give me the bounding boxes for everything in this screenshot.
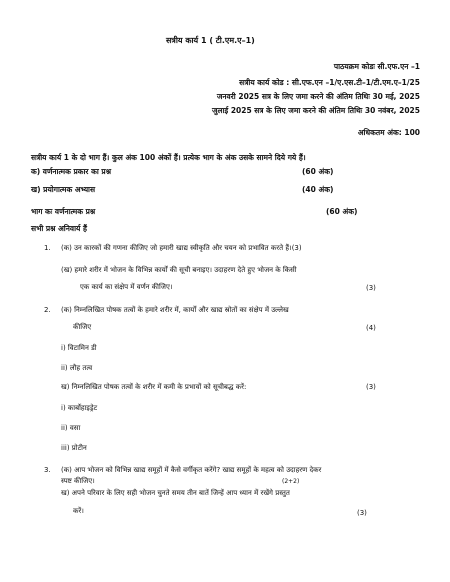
assignment-code: सत्रीय कार्य कोड : सी.एफ.एन –1/ए.एस.टी–1/टी.एम.ए–1/25 <box>239 78 420 87</box>
deadline-july: जुलाई 2025 सत्र के लिए जमा करने की अंतिम तिथिः 30 नवंबर, 2025 <box>211 106 420 115</box>
q2-item-fat: ii) वसा <box>61 424 81 432</box>
q2-item-carbohydrate: i) कार्बोहाइड्रेट <box>61 404 98 412</box>
q2-item-iron: ii) लौह तत्व <box>61 364 93 372</box>
compulsory-note: सभी प्रश्न अनिवार्य हैं <box>31 224 87 233</box>
q2-part-b: ख) निम्नलिखित पोषक तत्वों के शरीर में कमी के प्रभावों को सूचीबद्ध करें: <box>61 383 247 391</box>
q2-item-vitamin-d: i) विटामिन डी <box>61 344 97 352</box>
part-b-marks: (40 अंक) <box>302 185 334 194</box>
q1-part-b-line2: एक कार्य का संक्षेप में वर्णन कीजिए। <box>80 283 173 291</box>
q2-item-protein: iii) प्रोटीन <box>61 444 87 452</box>
q2-part-b-marks: (3) <box>366 383 376 391</box>
q3-part-a-marks: (2+2) <box>282 478 300 485</box>
q1-part-a: (क) उन कारकों की गणना कीजिए जो हमारी खाद्य स्वीकृति और चयन को प्रभावित करते हैं।(3) <box>61 244 302 252</box>
q3-part-a-line2: स्पष्ट कीजिए। <box>61 477 95 485</box>
q1-number: 1. <box>44 244 51 252</box>
section-a-heading: भाग कः वर्णनात्मक प्रश्न <box>31 207 96 216</box>
q3-part-b-line1: ख) अपने परिवार के लिए सही भोजन चुनते समय तीन बातें जिन्हें आप ध्यान में रखेंगे प्रस्तुत <box>61 489 290 497</box>
q2-part-a-line2: कीजिए <box>73 323 92 331</box>
q2-part-a-line1: (क) निम्नलिखित पोषक तत्वों के हमारे शरीर में, कार्यों और खाद्य स्रोतों का संक्षेप में उल्लेख <box>61 306 289 314</box>
q3-part-b-marks: (3) <box>357 509 367 517</box>
q3-part-b-line2: करें। <box>73 507 84 515</box>
max-marks: अधिकतम अंक: 100 <box>357 128 420 137</box>
parts-description: सत्रीय कार्य 1 के दो भाग हैं। कुल अंक 100 अंकों हैं। प्रत्येक भाग के अंक उसके सामने दिये गये हैं। <box>31 153 306 162</box>
q1-part-b-marks: (3) <box>366 284 376 292</box>
part-a-marks: (60 अंक) <box>302 167 334 176</box>
q1-part-b-line1: (ख) हमारे शरीर में भोजन के विभिन्न कार्यों की सूची बनाइए। उदाहरण देते हुए भोजन के किसी <box>61 266 297 274</box>
part-a-label: क) वर्णनात्मक प्रकार का प्रश्न <box>31 167 111 176</box>
part-b-label: ख) प्रयोगात्मक अभ्यास <box>31 185 96 194</box>
q2-part-a-marks: (4) <box>366 324 376 332</box>
q3-part-a-line1: (क) आप भोजन को विभिन्न खाद्य समूहों में कैसे वर्गीकृत करेंगे? खाद्य समूहों के महत्व को उदाहरण देकर <box>61 466 322 474</box>
assignment-title: सत्रीय कार्य 1 ( टी.एम.ए–1) <box>166 36 255 45</box>
q3-number: 3. <box>44 466 51 474</box>
deadline-january: जनवरी 2025 सत्र के लिए जमा करने की अंतिम तिथिः 30 मई, 2025 <box>216 92 420 101</box>
section-a-marks: (60 अंक) <box>326 207 358 216</box>
course-code: पाठयक्रम कोडः सी.एफ.एन –1 <box>333 62 420 71</box>
q2-number: 2. <box>44 306 51 314</box>
